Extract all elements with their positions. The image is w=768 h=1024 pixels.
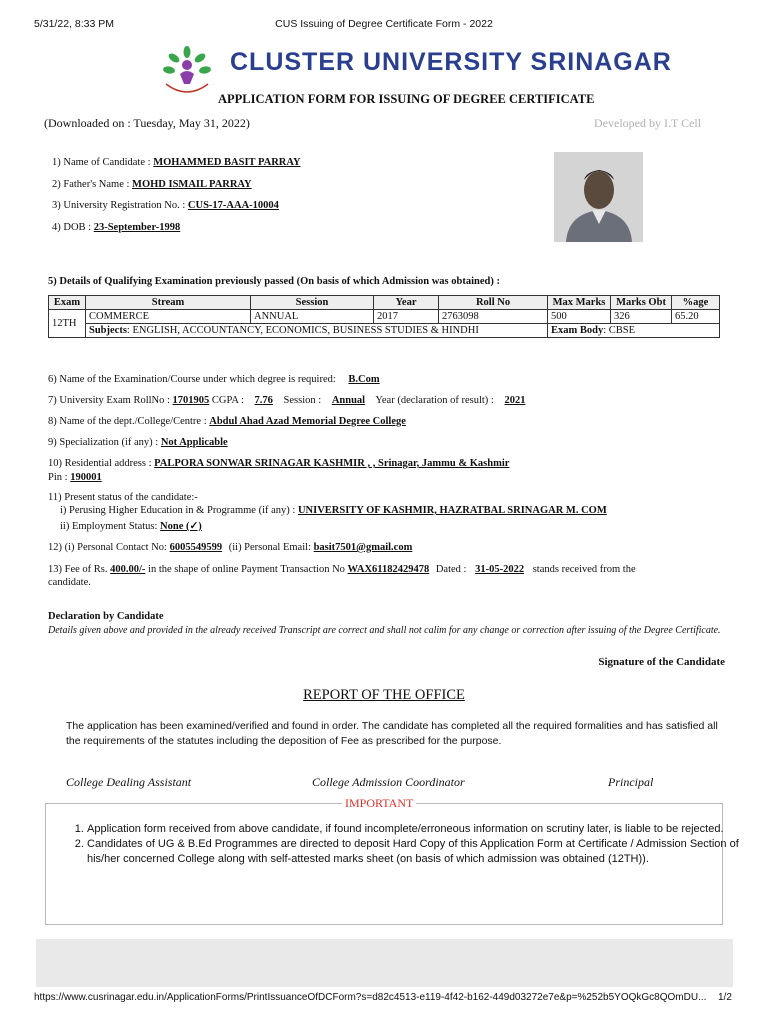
- father-name: MOHD ISMAIL PARRAY: [132, 179, 252, 190]
- university-name: CLUSTER UNIVERSITY SRINAGAR: [230, 48, 672, 76]
- stream-value: COMMERCE: [86, 310, 251, 324]
- candidate-photo: [554, 152, 643, 242]
- dob-row: [52, 222, 180, 233]
- session-value: ANNUAL: [251, 310, 374, 324]
- dept-value: Abdul Ahad Azad Memorial Degree College: [209, 416, 406, 427]
- father-name-row: [52, 179, 252, 190]
- pin-row: [48, 472, 114, 483]
- fee-label: 13) Fee of Rs.: [48, 564, 108, 575]
- subjects-value: : ENGLISH, ACCOUNTANCY, ECONOMICS, BUSINESS STUDIES & HINDHI: [126, 325, 479, 336]
- downloaded-on: (Downloaded on : Tuesday, May 31, 2022): [44, 116, 250, 130]
- session-value: Annual: [331, 395, 366, 406]
- form-title: APPLICATION FORM FOR ISSUING OF DEGREE CERTIFICATE: [218, 92, 595, 106]
- dob-value: 23-September-1998: [93, 222, 181, 233]
- exam-body-value: : CBSE: [603, 325, 636, 336]
- fee-row: [48, 564, 636, 575]
- exam-value: 12TH: [49, 310, 86, 338]
- subjects-cell: [86, 324, 548, 338]
- signature-admission-coordinator: College Admission Coordinator: [312, 775, 465, 789]
- col-marks-obt: Marks Obt: [611, 296, 672, 310]
- exam-body-label: Exam Body: [551, 325, 604, 336]
- important-list: [60, 822, 742, 867]
- declaration-heading: Declaration by Candidate: [48, 611, 164, 622]
- print-datetime: 5/31/22, 8:33 PM: [34, 18, 114, 30]
- contact-value: 6005549599: [169, 542, 223, 553]
- specialization-label: 9) Specialization (if any) :: [48, 437, 159, 448]
- pin-value: 190001: [70, 472, 102, 483]
- fee-end-text-2: candidate.: [48, 577, 91, 588]
- list-item: 2. Candidates of UG & B.Ed Programmes are directed to deposit Hard Copy of this Application Form at Certificate / Admission Section of his/her concerned College along with self-attested marks sheet (on basis of which admission was obtained (12TH)).: [87, 837, 742, 867]
- status-heading: 11) Present status of the candidate:-: [48, 492, 198, 503]
- qualifying-header-row: [49, 296, 720, 310]
- registration-label: 3) University Registration No. :: [52, 200, 188, 211]
- dept-label: 8) Name of the dept./College/Centre :: [48, 416, 207, 427]
- print-page-title: CUS Issuing of Degree Certificate Form - 2022: [275, 18, 493, 30]
- footer-band: [36, 939, 733, 987]
- employment-value: None (✓): [160, 521, 202, 532]
- marks-obt-value: 326: [611, 310, 672, 324]
- registration-number: CUS-17-AAA-10004: [187, 200, 279, 211]
- rollno-value: 1701905: [172, 395, 210, 406]
- year-label: Year (declaration of result) :: [375, 395, 494, 406]
- cgpa-label: CGPA :: [211, 395, 244, 406]
- transaction-value: WAX61182429478: [347, 564, 430, 575]
- address-value: PALPORA SONWAR SRINAGAR KASHMIR , , Srinagar, Jammu & Kashmir: [154, 458, 510, 469]
- year-value: 2017: [374, 310, 439, 324]
- qualifying-heading: 5) Details of Qualifying Examination previously passed (On basis of which Admission was obtained) :: [48, 276, 500, 287]
- course-value: B.Com: [348, 374, 380, 385]
- print-url: https://www.cusrinagar.edu.in/ApplicationForms/PrintIssuanceOfDCForm?s=d82c4513-e119-4f42-b162-449d03272e7e&p=%252b5YOQkGc8QOmDU...: [34, 992, 707, 1003]
- col-year: Year: [374, 296, 439, 310]
- list-item: 1. Application form received from above candidate, if found incomplete/erroneous information on scrutiny later, is liable to be rejected.: [87, 822, 742, 837]
- registration-row: [52, 200, 279, 211]
- print-page-number: 1/2: [718, 992, 732, 1003]
- contact-label: 12) (i) Personal Contact No:: [48, 542, 167, 553]
- fee-end-text: stands received from the: [532, 564, 636, 575]
- col-stream: Stream: [86, 296, 251, 310]
- higher-education-value: UNIVERSITY OF KASHMIR, HAZRATBAL SRINAGAR M. COM: [297, 505, 607, 516]
- dob-label: 4) DOB :: [52, 222, 94, 233]
- col-roll-no: Roll No: [439, 296, 548, 310]
- course-row: [48, 374, 390, 385]
- col-session: Session: [251, 296, 374, 310]
- signature-principal: Principal: [608, 775, 654, 789]
- office-report-heading: REPORT OF THE OFFICE: [303, 687, 465, 703]
- office-report-text: The application has been examined/verified and found in order. The candidate has completed all the required formalities and has satisfied all the requirements of the statutes including the deposition of Fee as prescribed for the purpose.: [66, 720, 718, 747]
- table-row: [49, 324, 720, 338]
- higher-education-label: i) Perusing Higher Education in & Programme (if any) :: [60, 505, 296, 516]
- university-seal-icon: [160, 44, 214, 100]
- specialization-value: Not Applicable: [160, 437, 228, 448]
- contact-row: [48, 542, 418, 553]
- rollno-label: 7) University Exam RollNo :: [48, 395, 170, 406]
- developed-by: Developed by I.T Cell: [594, 116, 702, 130]
- dept-row: [48, 416, 416, 427]
- email-label: (ii) Personal Email:: [228, 542, 311, 553]
- table-row: [49, 310, 720, 324]
- pin-label: Pin :: [48, 472, 68, 483]
- father-name-label: 2) Father's Name :: [52, 179, 133, 190]
- email-value: basit7501@gmail.com: [313, 542, 413, 553]
- candidate-signature: Signature of the Candidate: [598, 656, 725, 668]
- rollno-row: [48, 395, 533, 406]
- important-legend: IMPORTANT: [342, 796, 416, 811]
- fee-value: 400.00/-: [110, 564, 146, 575]
- address-label: 10) Residential address :: [48, 458, 152, 469]
- year-value: 2021: [504, 395, 526, 406]
- dated-value: 31-05-2022: [475, 564, 525, 575]
- qualifying-table: [48, 295, 720, 338]
- subjects-label: Subjects: [89, 325, 127, 336]
- dated-label: Dated :: [435, 564, 467, 575]
- session-label: Session :: [283, 395, 322, 406]
- col-exam: Exam: [49, 296, 86, 310]
- declaration-text: Details given above and provided in the already received Transcript are correct and shall not calim for any change or correction after issuing of the Degree Certificate.: [48, 625, 721, 636]
- cgpa-value: 7.76: [254, 395, 273, 406]
- signature-dealing-assistant: College Dealing Assistant: [66, 775, 192, 789]
- candidate-name-label: 1) Name of Candidate :: [52, 157, 154, 168]
- col-percentage: %age: [672, 296, 720, 310]
- specialization-row: [48, 437, 236, 448]
- higher-education-row: [60, 505, 613, 516]
- roll-no-value: 2763098: [439, 310, 548, 324]
- exam-body-cell: [548, 324, 720, 338]
- col-max-marks: Max Marks: [548, 296, 611, 310]
- employment-row: [60, 520, 202, 532]
- course-label: 6) Name of the Examination/Course under which degree is required:: [48, 374, 336, 385]
- max-marks-value: 500: [548, 310, 611, 324]
- employment-label: ii) Employment Status:: [60, 521, 158, 532]
- fee-mid-text: in the shape of online Payment Transaction No: [148, 564, 345, 575]
- address-row: [48, 458, 515, 469]
- candidate-name: MOHAMMED BASIT PARRAY: [153, 157, 301, 168]
- candidate-name-row: [52, 157, 301, 168]
- percentage-value: 65.20: [672, 310, 720, 324]
